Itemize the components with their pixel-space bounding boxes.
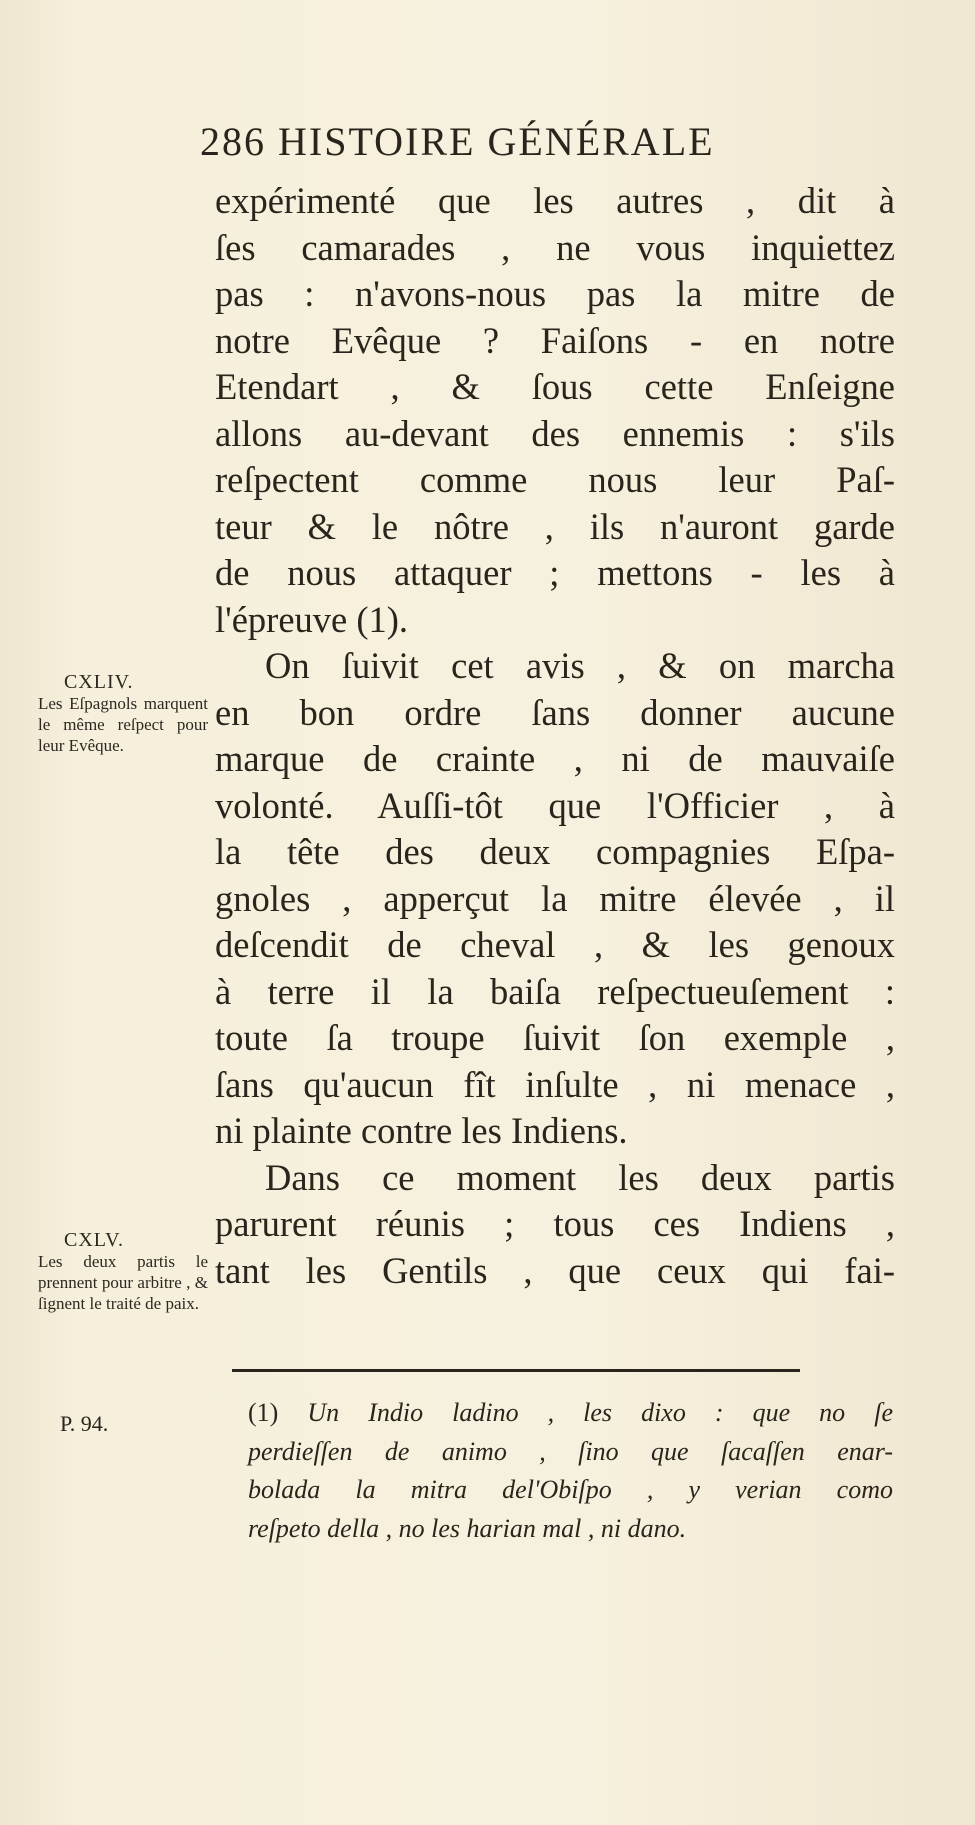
body-line: volonté. Auſſi-tôt que l'Officier , à xyxy=(215,784,895,826)
footnote-line: bolada la mitra del'Obiſpo , y verian como xyxy=(248,1475,893,1504)
body-line: pas : n'avons-nous pas la mitre de xyxy=(215,273,895,314)
running-header xyxy=(200,118,900,165)
margin-note-number: CXLV. xyxy=(64,1229,125,1251)
footnote-line xyxy=(248,1394,893,1433)
body-line: deſcendit de cheval , & les genoux xyxy=(215,924,895,965)
body-line: toute ſa troupe ſuivit ſon exemple , xyxy=(215,1017,895,1058)
margin-note-text: Les deux partis le prennent pour arbitre , & ſignent le traité de paix. xyxy=(38,1252,208,1313)
margin-note-number: CXLIV. xyxy=(64,671,134,693)
body-line: parurent réunis ; tous ces Indiens , xyxy=(215,1203,895,1244)
footnote-line: perdieſſen de animo , ſino que ſacaſſen enar- xyxy=(248,1436,893,1466)
body-line: l'épreuve (1). xyxy=(215,598,409,640)
page-number: 286 xyxy=(200,119,266,164)
body-line: notre Evêque ? Faiſons - en notre xyxy=(215,319,895,361)
footnote-marker: (1) xyxy=(248,1398,279,1427)
body-line: Dans ce moment les deux partis xyxy=(265,1156,895,1198)
body-line: expérimenté que les autres , dit à xyxy=(215,180,895,221)
body-line: teur & le nôtre , ils n'auront garde xyxy=(215,505,895,547)
body-line: tant les Gentils , que ceux qui fai- xyxy=(215,1249,895,1291)
footnote-line: reſpeto della , no les harian mal , ni dano. xyxy=(248,1513,687,1543)
footnote-rule xyxy=(232,1369,800,1372)
footnote-line-text: Un Indio ladino , les dixo : que no ſe xyxy=(307,1398,893,1427)
margin-note xyxy=(38,672,208,756)
body-line: On ſuivit cet avis , & on marcha xyxy=(265,645,895,686)
margin-note xyxy=(38,1230,208,1314)
page-reference: P. 94. xyxy=(60,1411,109,1436)
margin-note-text: Les Eſpagnols marquent le même reſpect pour leur Evêque. xyxy=(38,694,208,755)
body-line: en bon ordre ſans donner aucune xyxy=(215,691,895,733)
body-line: gnoles , apperçut la mitre élevée , il xyxy=(215,877,895,919)
body-line: à terre il la baiſa reſpectueuſement : xyxy=(215,970,895,1012)
body-line: la tête des deux compagnies Eſpa- xyxy=(215,831,895,872)
body-line: Etendart , & ſous cette Enſeigne xyxy=(215,366,895,407)
running-title: HISTOIRE GÉNÉRALE xyxy=(278,119,715,164)
body-line: reſpectent comme nous leur Paſ- xyxy=(215,459,895,500)
body-line: ſans qu'aucun fît inſulte , ni menace , xyxy=(215,1063,895,1105)
body-line: de nous attaquer ; mettons - les à xyxy=(215,552,895,593)
body-line: marque de crainte , ni de mauvaiſe xyxy=(215,738,895,779)
body-text xyxy=(215,178,895,1294)
body-line: ni plainte contre les Indiens. xyxy=(215,1110,628,1151)
body-line: allons au-devant des ennemis : s'ils xyxy=(215,412,895,454)
body-line: ſes camarades , ne vous inquiettez xyxy=(215,226,895,268)
footnote xyxy=(248,1394,893,1548)
